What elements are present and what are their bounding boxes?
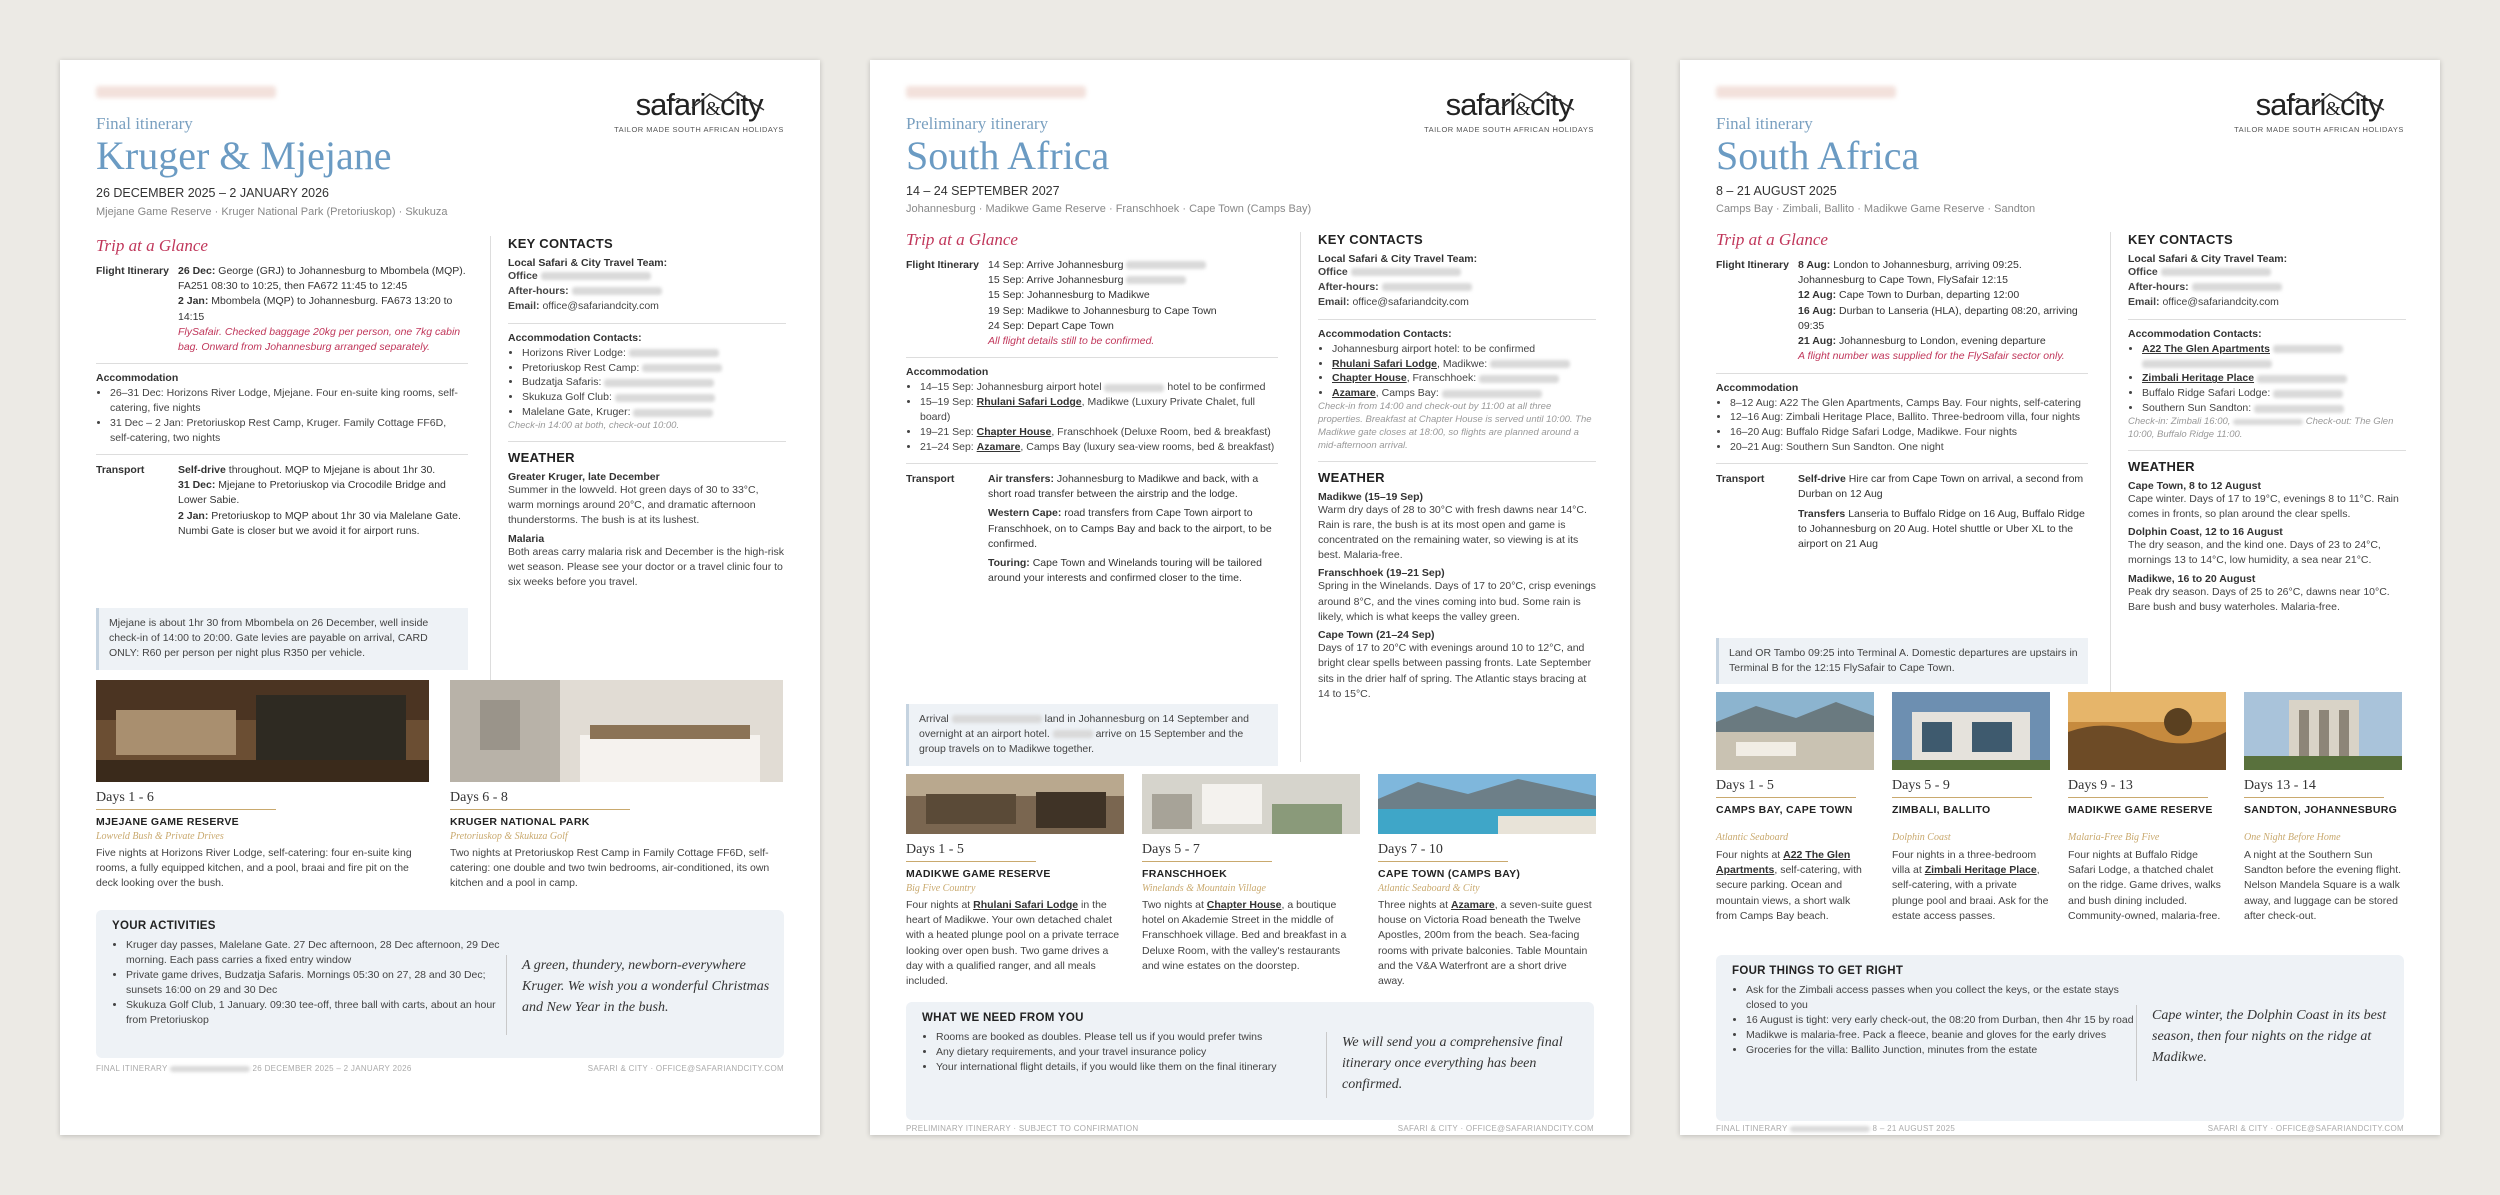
destination-subtitle: Atlantic Seaboard & City <box>1378 883 1480 894</box>
redacted-header-tag <box>96 86 276 98</box>
villa-link[interactable]: Zimbali Heritage Place <box>2142 372 2255 385</box>
destination-description: Three nights at Azamare, a seven-suite guest house on Victoria Road beneath the Twelve Apostles, 200m from the beach. Sea-facing rooms with private balconies. Table Mountain and the V&A Waterfront are a short drive away. <box>1378 899 1592 988</box>
footer-contact: SAFARI & CITY · OFFICE@SAFARIANDCITY.COM <box>1397 1124 1594 1133</box>
list-item: • 31 Dec – 2 Jan: Pretoriuskop Rest Camp, Kruger. Family Cottage FF6D, self-catering, two nights <box>110 416 468 446</box>
destination-description: Four nights at A22 The Glen Apartments, self-catering, with secure parking. Ocean and mountain views, a short walk from Camps Bay beach. <box>1716 849 1862 922</box>
team-label: Local Safari & City Travel Team: <box>508 257 668 269</box>
flight-note: All flight details still to be confirmed. <box>988 335 1155 348</box>
contacts-column: KEY CONTACTS Local Safari & City Travel Team: Office After-hours: Email: office@safariandcity.com Accommodation Contacts: • Horizons River Lodge: • Pretoriuskop Rest Camp: • Budzatja Safaris: • Skukuza Golf Club: • Malelane Gate, Kruger: Check-in 14:00 at both, check-out 10:00. WEATHER Greater Kruger, late December Summer in the lowveld. Hot green days of 30 to 33°C, warm mornings around 20°C, and dramatic afternoon thunderstorms. The bush is at its lushest. Malaria Both areas carry malaria risk and December is the high-risk wet season. Please see your doctor or a travel clinic four to six weeks before you travel. <box>508 236 786 590</box>
logo-word-safari: safari <box>635 87 706 122</box>
flight-label: Flight Itinerary <box>96 265 169 277</box>
safari-city-logo <box>614 87 784 134</box>
logo-word-safari: safari <box>1445 87 1516 122</box>
footer-label: FINAL ITINERARY <box>1716 1124 1788 1133</box>
list-item: • Your international flight details, if you would like them on the final itinerary <box>936 1060 1326 1075</box>
transport-label: Transport <box>906 472 955 485</box>
destination-description: Five nights at Horizons River Lodge, self-catering: four en-suite king rooms, a fully equipped kitchen, and a pool, braai and fire pit on the deck looking over the bush. <box>96 847 412 890</box>
redacted-header-tag <box>906 86 1086 98</box>
flight-date: 2 Jan: <box>178 295 209 308</box>
list-item: • Rooms are booked as doubles. Please tell us if you would prefer twins <box>936 1030 1326 1045</box>
logo-tagline: TAILOR MADE SOUTH AFRICAN HOLIDAYS <box>1424 125 1594 134</box>
accommodation-list <box>1716 396 2088 456</box>
destination-name: SANDTON, JOHANNESBURG <box>2244 804 2398 816</box>
destination-subtitle: Atlantic Seaboard <box>1716 832 1789 843</box>
transport-row: Transport Self-drive throughout. MQP to Mjejane is about 1hr 30. 31 Dec: Mjejane to Pretoriuskop via Crocodile Bridge and Lower Sabie. 2 Jan: Pretoriuskop to MQP about 1hr 30 via Malelane Gate. Numbi Gate is closer but we avoid it for airport runs. <box>96 463 468 539</box>
logo-word-city: city <box>1529 87 1573 122</box>
list-item: • 16 August is tight: very early check-out, the 08:20 from Durban, then 4hr 15 by road <box>1746 1013 2136 1028</box>
day-range: Days 5 - 9 <box>1892 778 1950 793</box>
checkin-note: Check-in 14:00 at both, check-out 10:00. <box>508 420 680 432</box>
page-title: South Africa <box>906 133 1110 178</box>
logo-word-safari: safari <box>2255 87 2326 122</box>
destination-name: KRUGER NATIONAL PARK <box>450 816 590 828</box>
destination-subtitle: Lowveld Bush & Private Drives <box>96 831 224 842</box>
guesthouse-link[interactable]: Azamare <box>1332 387 1376 400</box>
sandton-photo <box>2244 692 2402 770</box>
itinerary-page-sa-2027 <box>870 60 1630 1135</box>
day-range: Days 5 - 7 <box>1142 842 1200 857</box>
logo-ampersand: & <box>2325 98 2340 120</box>
trip-route: Mjejane Game Reserve · Kruger National Park (Pretoriuskop) · Skukuza <box>96 206 448 218</box>
list-item: • Madikwe is malaria-free. Pack a fleece, beanie and gloves for the early drives <box>1746 1028 2136 1043</box>
destination-description: Four nights at Rhulani Safari Lodge in the heart of Madikwe. Your own detached chalet with a heated plunge pool on a private terrace looking over open bush. Two game drives a day with a qualified ranger, and all meals included. <box>906 899 1120 988</box>
flight-label: Flight Itinerary <box>906 259 979 271</box>
page-title: Kruger & Mjejane <box>96 133 392 178</box>
glance-heading: Trip at a Glance <box>906 230 1018 249</box>
destination-name: CAPE TOWN (CAMPS BAY) <box>1378 868 1521 880</box>
apartment-link[interactable]: A22 The Glen Apartments <box>1716 849 1851 877</box>
destination-name: ZIMBALI, BALLITO <box>1892 804 1991 816</box>
destination-subtitle: Pretoriuskop & Skukuza Golf <box>450 831 568 842</box>
day-range: Days 1 - 5 <box>1716 778 1774 793</box>
mountain-icon <box>2234 90 2404 130</box>
itinerary-page-sa-2025: safari&city TAILOR MADE SOUTH AFRICAN HOLIDAYS Final itinerary South Africa 8 – 21 AUGUST 2025 Camps Bay · Zimbali, Ballito · Madikwe Game Reserve · Sandton Trip at a Glance Flight Itinerary 8 Aug: London to Johannesburg, arriving 09:25. Johannesburg to Cape Town, FlySafair 12:15 12 Aug: Cape Town to Durban, departing 12:00 16 Aug: Durban to Lanseria (HLA), departing 08:20, arriving 09:35 21 Aug: Johannesburg to London, evening departure A flight number was supplied for the FlySafair sector only. Accommodation • 8–12 Aug: A22 The Glen Apartments, Camps Bay. Four nights, self-catering • 12–16 Aug: Zimbali Heritage Place, Ballito. Three-bedroom villa, four nights • 16–20 Aug: Buffalo Ridge Safari Lodge, Madikwe. Four nights • 20–21 Aug: Southern Sun Sandton. One night Transport Self-drive Hire car from Cape Town on arrival, a second from Durban on 12 Aug Transfers Lanseria to Buffalo Ridge on 16 Aug, Buffalo Ridge to Johannesburg on 20 Aug. Hotel shuttle or Uber XL to the airport on 21 Aug Land OR Tambo 09:25 into Terminal A. Domestic departures are upstairs in Terminal B for the 12:15 FlySafair to Cape Town. KEY CONTACTS Local Safari & City Travel Team: Office After-hours: Email: office@safariandcity.com Accommodation Contacts: • A22 The Glen Apartments • Zimbali Heritage Place • Buffalo Ridge Safari Lodge: • Southern Sun Sandton: Check-in: Zimbali 16:00, Check-out: The Glen 10:00, Buffalo Ridge 11:00. WEATHER Cape Town, 8 to 12 August Cape winter. Days of 17 to 19°C, evenings 8 to 11°C. Rain comes in fronts, so plan around the clear spells. Dolphin Coast, 12 to 16 August The dry season, and the kind one. Days of 23 to 24°C, mornings 13 to 14°C, low humidity, a sea near 21°C. Madikwe, 16 to 20 August Peak dry season. Days of 25 to 26°C, dawns near 10°C. Bare bush and busy waterholes. Malaria-free. Days 1 - 5 CAMPS BAY, CAPE TOWN Atlantic Seaboard Four nights at A22 The Glen Apartments, self-catering, with secure parking. Ocean and mountain views, a short walk from Camps Bay beach. Days 5 - 9 ZIMBALI, BALLITO Dolphin Coast Four nights in a three-bedroom villa at Zimbali Heritage Place, self-catering, with a private plunge pool and braai. Ask for the estate access passes. Days 9 - 13 MADIKWE GAME RESERVE Malaria-Free Big Five Four nights at Buffalo Ridge Safari Lodge, a thatched chalet on the ridge. Game drives, walks and bush dining included. Community-owned, malaria-free. Days 13 - 14 SANDTON, JOHANNESBURG One Night Before Home A night at the Southern Sun Sandton before the evening flight. Nelson Mandela Square is a walk away, and luggage can be stored after check-out. FOUR THINGS TO GET RIGHT • Ask for the Zimbali access passes when you collect the keys, or the estate stays closed to you • 16 August is tight: very early check-out, the 08:20 from Durban, then 4hr 15 by road • Madikwe is malaria-free. Pack a fleece, beanie and gloves for the early drives • Groceries for the villa: Ballito Junction, minutes from the estate Cape winter, the Dolphin Coast in its best season, then four nights on the ridge at Madikwe. FINAL ITINERARY 8 – 21 AUGUST 2025 SAFARI & CITY · OFFICE@SAFARIANDCITY.COM <box>1680 60 2440 1135</box>
list-item: • Any dietary requirements, and your travel insurance policy <box>936 1045 1326 1060</box>
list-item: • 20–21 Aug: Southern Sun Sandton. One night <box>1730 440 2088 455</box>
flight-note: A flight number was supplied for the FlySafair sector only. <box>1798 350 2065 363</box>
list-item: • 16–20 Aug: Buffalo Ridge Safari Lodge, Madikwe. Four nights <box>1730 425 2088 440</box>
list-item: • 26–31 Dec: Horizons River Lodge, Mjejane. Four en-suite king rooms, self-catering, five nights <box>110 386 468 416</box>
safari-city-logo <box>2234 87 2404 134</box>
itinerary-page-kruger: safari&city TAILOR MADE SOUTH AFRICAN HOLIDAYS Final itinerary Kruger & Mjejane 26 DECEMBER 2025 – 2 JANUARY 2026 Mjejane Game Reserve · Kruger National Park (Pretoriuskop) · Skukuza Trip at a Glance Flight Itinerary 26 Dec: George (GRJ) to Johannesburg to Mbombela (MQP). FA251 08:30 to 10:25, then FA672 11:45 to 12:45 2 Jan: Mbombela (MQP) to Johannesburg. FA673 13:20 to 14:15 FlySafair. Checked baggage 20kg per person, one 7kg cabin bag. Onward from Johannesburg arranged separately. Accommodation • 26–31 Dec: Horizons River Lodge, Mjejane. Four en-suite king rooms, self-catering, five nights • 31 Dec – 2 Jan: Pretoriuskop Rest Camp, Kruger. Family Cottage FF6D, self-catering, two nights Transport Self-drive throughout. MQP to Mjejane is about 1hr 30. 31 Dec: Mjejane to Pretoriuskop via Crocodile Bridge and Lower Sabie. 2 Jan: Pretoriuskop to MQP about 1hr 30 via Malelane Gate. Numbi Gate is closer but we avoid it for airport runs. Mjejane is about 1hr 30 from Mbombela on 26 December, well inside check-in of 14:00 to 20:00. Gate levies are payable on arrival, CARD ONLY: R60 per person per night plus R350 per vehicle. KEY CONTACTS Local Safari & City Travel Team: Office After-hours: Email: office@safariandcity.com Accommodation Contacts: • Horizons River Lodge: • Pretoriuskop Rest Camp: • Budzatja Safaris: • Skukuza Golf Club: • Malelane Gate, Kruger: Check-in 14:00 at both, check-out 10:00. WEATHER Greater Kruger, late December Summer in the lowveld. Hot green days of 30 to 33°C, warm mornings around 20°C, and dramatic afternoon thunderstorms. The bush is at its lushest. Malaria Both areas carry malaria risk and December is the high-risk wet season. Please see your doctor or a travel clinic four to six weeks before you travel. Days 1 - 6 MJEJANE GAME RESERVE Lowveld Bush & Private Drives Five nights at Horizons River Lodge, self-catering: four en-suite king rooms, a fully equipped kitchen, and a pool, braai and fire pit on the deck looking over the bush. Days 6 - 8 KRUGER NATIONAL PARK Pretoriuskop & Skukuza Golf Two nights at Pretoriuskop Rest Camp in Family Cottage FF6D, self-catering: one double and two twin bedrooms, air-conditioned, its own kitchen and a pool in camp. YOUR ACTIVITIES • Kruger day passes, Malelane Gate. 27 Dec afternoon, 28 Dec afternoon, 29 Dec morning. Each pass carries a fixed entry window • Private game drives, Budzatja Safaris. Mornings 05:30 on 27, 28 and 30 Dec; sunsets 16:00 on 29 and 30 Dec • Skukuza Golf Club, 1 January. 09:30 tee-off, three ball with carts, about an hour from Pretoriuskop A green, thundery, newborn-everywhere Kruger. We wish you a wonderful Christmas and New Year in the bush. FINAL ITINERARY 26 DECEMBER 2025 – 2 JANUARY 2026 SAFARI & CITY · OFFICE@SAFARIANDCITY.COM <box>60 60 820 1135</box>
guesthouse-link[interactable]: Azamare <box>976 440 1021 453</box>
glance-heading: Trip at a Glance <box>1716 230 1828 249</box>
logo-word-city: city <box>2339 87 2383 122</box>
mountain-icon <box>614 90 784 130</box>
requirements-heading: WHAT WE NEED FROM YOU <box>922 1012 1084 1024</box>
transport-label: Transport <box>96 463 145 476</box>
closing-quote: A green, thundery, newborn-everywhere Kruger. We wish you a wonderful Christmas and New Year in the bush. <box>522 958 770 1015</box>
closing-quote: We will send you a comprehensive final itinerary once everything has been confirmed. <box>1342 1035 1563 1092</box>
glance-column: Trip at a Glance Flight Itinerary 8 Aug: London to Johannesburg, arriving 09:25. Johannesburg to Cape Town, FlySafair 12:15 12 Aug: Cape Town to Durban, departing 12:00 16 Aug: Durban to Lanseria (HLA), departing 08:20, arriving 09:35 21 Aug: Johannesburg to London, evening departure A flight number was supplied for the FlySafair sector only. Accommodation • 8–12 Aug: A22 The Glen Apartments, Camps Bay. Four nights, self-catering • 12–16 Aug: Zimbali Heritage Place, Ballito. Three-bedroom villa, four nights • 16–20 Aug: Buffalo Ridge Safari Lodge, Madikwe. Four nights • 20–21 Aug: Southern Sun Sandton. One night Transport Self-drive Hire car from Cape Town on arrival, a second from Durban on 12 Aug Transfers Lanseria to Buffalo Ridge on 16 Aug, Buffalo Ridge to Johannesburg on 20 Aug. Hotel shuttle or Uber XL to the airport on 21 Aug <box>1716 230 2088 552</box>
list-item: • 8–12 Aug: A22 The Glen Apartments, Camps Bay. Four nights, self-catering <box>1730 396 2088 411</box>
day-range: Days 1 - 5 <box>906 842 964 857</box>
lodge-link[interactable]: Rhulani Safari Lodge <box>1332 357 1438 370</box>
logo-tagline: TAILOR MADE SOUTH AFRICAN HOLIDAYS <box>614 125 784 134</box>
accommodation-label: Accommodation <box>906 366 989 379</box>
accommodation-label: Accommodation <box>96 372 179 385</box>
destination-subtitle: One Night Before Home <box>2244 832 2341 843</box>
trip-dates: 26 DECEMBER 2025 – 2 JANUARY 2026 <box>96 186 329 200</box>
trip-dates: 14 – 24 SEPTEMBER 2027 <box>906 184 1060 198</box>
list-item: • Groceries for the villa: Ballito Junction, minutes from the estate <box>1746 1043 2136 1058</box>
list-item: • Skukuza Golf Club, 1 January. 09:30 tee-off, three ball with carts, about an hour from Pretoriuskop <box>126 998 506 1028</box>
email-link[interactable]: office@safariandcity.com <box>2162 296 2279 309</box>
list-item: • Kruger day passes, Malelane Gate. 27 Dec afternoon, 28 Dec afternoon, 29 Dec morning. Each pass carries a fixed entry window <box>126 938 506 968</box>
flight-detail: Mbombela (MQP) to Johannesburg. FA673 13:20 to 14:15 <box>178 295 453 323</box>
lodge-photo <box>96 680 429 782</box>
lodge-link[interactable]: Rhulani Safari Lodge <box>976 396 1082 409</box>
accommodation-label: Accommodation <box>1716 381 1799 394</box>
madikwe-photo <box>2068 692 2226 770</box>
weather-heading: WEATHER <box>508 450 575 465</box>
redacted <box>572 287 662 295</box>
day-range: Days 1 - 6 <box>96 790 154 805</box>
email-link[interactable]: office@safariandcity.com <box>542 300 659 313</box>
camps-bay-photo <box>1716 692 1874 770</box>
list-item: • 12–16 Aug: Zimbali Heritage Place, Ballito. Three-bedroom villa, four nights <box>1730 410 2088 425</box>
destination-name: CAMPS BAY, CAPE TOWN <box>1716 804 1853 816</box>
destination-description: Four nights at Buffalo Ridge Safari Lodge, a thatched chalet on the ridge. Game drives, walks and bush dining included. Community-owned, malaria-free. <box>2068 849 2221 922</box>
flight-note: FlySafair. Checked baggage 20kg per person, one 7kg cabin bag. Onward from Johannesburg arranged separately. <box>178 325 461 354</box>
redacted-header-tag <box>1716 86 1896 98</box>
destination-name: MADIKWE GAME RESERVE <box>906 868 1051 880</box>
camps-bay-photo <box>1378 774 1596 834</box>
logo-ampersand: & <box>705 98 720 120</box>
flight-date: 26 Dec: <box>178 265 216 277</box>
glance-column <box>96 236 468 539</box>
redacted <box>541 272 651 280</box>
flight-row <box>96 264 468 355</box>
day-range: Days 7 - 10 <box>1378 842 1443 857</box>
contacts-column: KEY CONTACTS Local Safari & City Travel Team: Office After-hours: Email: office@safariandcity.com Accommodation Contacts: • A22 The Glen Apartments • Zimbali Heritage Place • Buffalo Ridge Safari Lodge: • Southern Sun Sandton: Check-in: Zimbali 16:00, Check-out: The Glen 10:00, Buffalo Ridge 11:00. WEATHER Cape Town, 8 to 12 August Cape winter. Days of 17 to 19°C, evenings 8 to 11°C. Rain comes in fronts, so plan around the clear spells. Dolphin Coast, 12 to 16 August The dry season, and the kind one. Days of 23 to 24°C, mornings 13 to 14°C, low humidity, a sea near 21°C. Madikwe, 16 to 20 August Peak dry season. Days of 25 to 26°C, dawns near 10°C. Bare bush and busy waterholes. Malaria-free. <box>2128 232 2406 615</box>
accommodation-list <box>96 386 468 446</box>
flight-detail: George (GRJ) to Johannesburg to Mbombela (MQP). FA251 08:30 to 10:25, then FA672 11:45 to 12:45 <box>178 265 466 293</box>
key-contacts-heading: KEY CONTACTS <box>1318 232 1423 247</box>
safari-city-logo <box>1424 87 1594 134</box>
mountain-icon <box>1424 90 1594 130</box>
hotel-link[interactable]: Chapter House <box>1332 372 1407 385</box>
closing-quote: Cape winter, the Dolphin Coast in its best season, then four nights on the ridge at Madikwe. <box>2152 1008 2387 1065</box>
destination-subtitle: Malaria-Free Big Five <box>2068 832 2160 843</box>
page-title: South Africa <box>1716 133 1920 178</box>
weather-heading: WEATHER <box>1318 469 1385 485</box>
cottage-photo <box>450 680 783 782</box>
transport-label: Transport <box>1716 473 1765 486</box>
flight-label: Flight Itinerary <box>1716 259 1789 271</box>
itinerary-kicker: Final itinerary <box>1716 114 1813 133</box>
footer-contact: SAFARI & CITY · OFFICE@SAFARIANDCITY.COM <box>587 1064 784 1073</box>
arrival-callout: Mjejane is about 1hr 30 from Mbombela on 26 December, well inside check-in of 14:00 to 20:00. Gate levies are payable on arrival, CARD ONLY: R60 per person per night plus R350 per vehicle. <box>96 608 468 670</box>
footer-label: FINAL ITINERARY <box>96 1064 168 1073</box>
accommodation-list: • 14–15 Sep: Johannesburg airport hotel hotel to be confirmed • 15–19 Sep: Rhulani Safari Lodge, Madikwe (Luxury Private Chalet, full board) • 19–21 Sep: Chapter House, Franschhoek (Deluxe Room, bed & breakfast) • 21–24 Sep: Azamare, Camps Bay (luxury sea-view rooms, bed & breakfast) <box>906 380 1278 455</box>
footer-label: PRELIMINARY ITINERARY · SUBJECT TO CONFIRMATION <box>906 1124 1139 1133</box>
day-range: Days 6 - 8 <box>450 790 508 805</box>
arrival-callout: Land OR Tambo 09:25 into Terminal A. Domestic departures are upstairs in Terminal B for the 12:15 FlySafair to Cape Town. <box>1716 638 2088 684</box>
logo-ampersand: & <box>1515 98 1530 120</box>
key-contacts-heading: KEY CONTACTS <box>2128 232 2233 247</box>
destination-description: A night at the Southern Sun Sandton before the evening flight. Nelson Mandela Square is a walk away, and luggage can be stored after check-out. <box>2244 849 2402 922</box>
destination-name: MADIKWE GAME RESERVE <box>2068 804 2213 816</box>
list-item: • Private game drives, Budzatja Safaris. Mornings 05:30 on 27, 28 and 30 Dec; sunsets 16:00 on 29 and 30 Dec <box>126 968 506 998</box>
trip-route: Camps Bay · Zimbali, Ballito · Madikwe Game Reserve · Sandton <box>1716 203 2036 215</box>
destination-subtitle: Big Five Country <box>906 883 976 894</box>
destination-description: Two nights at Chapter House, a boutique hotel on Akademie Street in the middle of Franschhoek village. Bed and breakfast in a Deluxe Room, with the valley's restaurants and wine estates on the doorstep. <box>1142 899 1347 972</box>
day-range: Days 9 - 13 <box>2068 778 2133 793</box>
footer-contact: SAFARI & CITY · OFFICE@SAFARIANDCITY.COM <box>2207 1124 2404 1133</box>
apartment-link[interactable]: A22 The Glen Apartments <box>2142 342 2270 355</box>
itinerary-kicker: Final itinerary <box>96 114 193 133</box>
activities-heading: YOUR ACTIVITIES <box>112 920 216 932</box>
hotel-link[interactable]: Chapter House <box>976 426 1052 439</box>
tips-heading: FOUR THINGS TO GET RIGHT <box>1732 965 1904 977</box>
trip-dates: 8 – 21 AUGUST 2025 <box>1716 184 1837 198</box>
destination-subtitle: Dolphin Coast <box>1892 832 1951 843</box>
weather-heading: WEATHER <box>2128 458 2195 474</box>
glance-heading: Trip at a Glance <box>96 236 208 255</box>
glance-column: Trip at a Glance Flight Itinerary 14 Sep: Arrive Johannesburg 15 Sep: Arrive Johannesburg 15 Sep: Johannesburg to Madikwe 19 Sep: Madikwe to Johannesburg to Cape Town 24 Sep: Depart Cape Town All flight details still to be confirmed. Accommodation • 14–15 Sep: Johannesburg airport hotel hotel to be confirmed • 15–19 Sep: Rhulani Safari Lodge, Madikwe (Luxury Private Chalet, full board) • 19–21 Sep: Chapter House, Franschhoek (Deluxe Room, bed & breakfast) • 21–24 Sep: Azamare, Camps Bay (luxury sea-view rooms, bed & breakfast) Transport Air transfers: Johannesburg to Madikwe and back, with a short road transfer between the airstrip and the lodge. Western Cape: road transfers from Cape Town airport to Franschhoek, on to Camps Bay and back to the airport, to be confirmed. Touring: Cape Town and Winelands touring will be tailored around your interests and confirmed closer to the time. <box>906 230 1278 586</box>
lodge-link[interactable]: Rhulani Safari Lodge <box>973 899 1079 911</box>
destination-name: MJEJANE GAME RESERVE <box>96 816 239 828</box>
contacts-column: KEY CONTACTS Local Safari & City Travel Team: Office After-hours: Email: office@safariandcity.com Accommodation Contacts: • Johannesburg airport hotel: to be confirmed • Rhulani Safari Lodge, Madikwe: • Chapter House, Franschhoek: • Azamare, Camps Bay: Check-in from 14:00 and check-out by 11:00 at all three properties. Breakfast at Chapter House is served until 10:00. The Madikwe gate closes at 18:00, so flights are planned around a mid-afternoon arrival. WEATHER Madikwe (15–19 Sep) Warm dry days of 28 to 30°C with fresh dawns near 14°C. Rain is rare, the bush is at its most open and game is concentrated on the remaining water, so viewing is at its best. Malaria-free. Franschhoek (19–21 Sep) Spring in the Winelands. Days of 17 to 20°C, crisp evenings around 8°C, and the vines coming into bud. Some rain is likely, which is what keeps the valley green. Cape Town (21–24 Sep) Days of 17 to 20°C with evenings around 10 to 12°C, and bright clear spells between passing fronts. Late September sits in the drier half of spring. The Atlantic stays bracing at 14 to 15°C. <box>1318 232 1596 702</box>
logo-word-city: city <box>719 87 763 122</box>
list-item: • Ask for the Zimbali access passes when you collect the keys, or the estate stays closed to you <box>1746 983 2136 1013</box>
email-link[interactable]: office@safariandcity.com <box>1352 296 1469 309</box>
villa-link[interactable]: Zimbali Heritage Place <box>1924 864 2037 877</box>
madikwe-photo <box>906 774 1124 834</box>
destination-name: FRANSCHHOEK <box>1142 868 1227 880</box>
trip-route: Johannesburg · Madikwe Game Reserve · Franschhoek · Cape Town (Camps Bay) <box>906 203 1312 215</box>
day-range: Days 13 - 14 <box>2244 778 2316 793</box>
logo-tagline: TAILOR MADE SOUTH AFRICAN HOLIDAYS <box>2234 125 2404 134</box>
destination-description: Two nights at Pretoriuskop Rest Camp in Family Cottage FF6D, self-catering: one double and two twin bedrooms, air-conditioned, its own kitchen and a pool in camp. <box>450 847 770 890</box>
guesthouse-link[interactable]: Azamare <box>1450 899 1495 911</box>
hotel-link[interactable]: Chapter House <box>1206 899 1282 911</box>
itinerary-kicker: Preliminary itinerary <box>906 114 1049 133</box>
key-contacts-heading: KEY CONTACTS <box>508 236 613 251</box>
destination-description: Four nights in a three-bedroom villa at Zimbali Heritage Place, self-catering, with a private plunge pool and braai. Ask for the estate access passes. <box>1892 849 2049 922</box>
destination-subtitle: Winelands & Mountain Village <box>1142 883 1266 894</box>
zimbali-photo <box>1892 692 2050 770</box>
accom-contacts-heading: Accommodation Contacts: <box>508 331 642 344</box>
arrival-callout: Arrival land in Johannesburg on 14 September and overnight at an airport hotel. arrive on 15 September and the group travels on to Madikwe together. <box>906 704 1278 766</box>
franschhoek-photo <box>1142 774 1360 834</box>
